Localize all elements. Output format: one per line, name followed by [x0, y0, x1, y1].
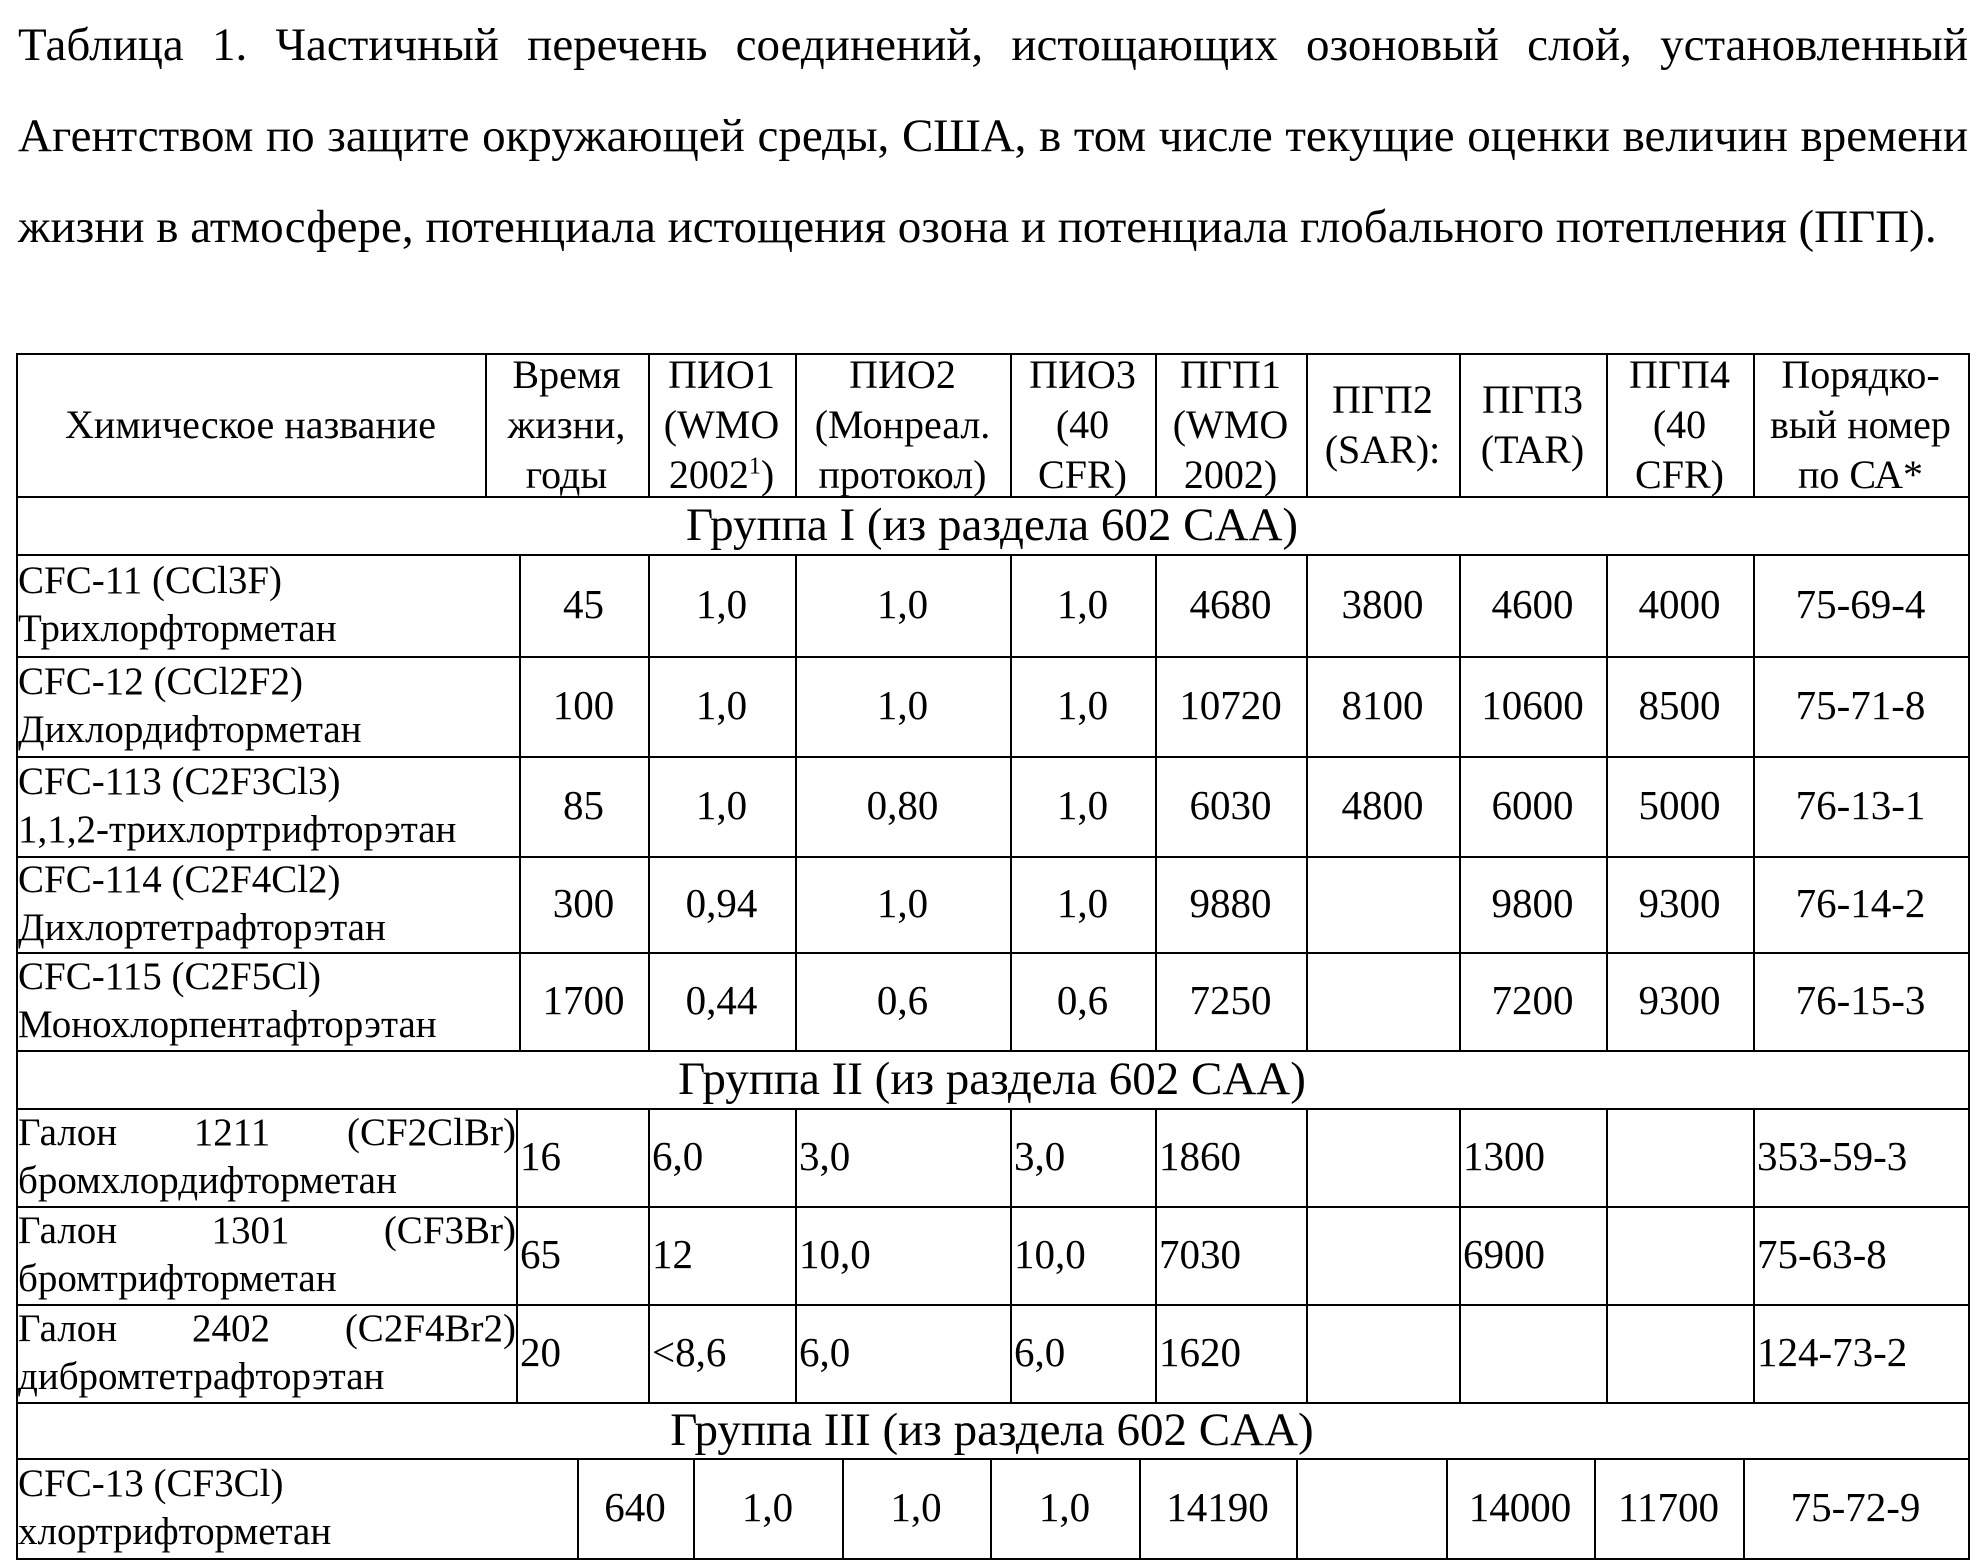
header-line: CFR) [1629, 450, 1730, 497]
header-gwp3 [1459, 353, 1606, 496]
group-heading: Группа II (из раздела 602 CAA) [16, 1050, 1968, 1108]
cell-cas: 75-69-4 [1753, 554, 1968, 656]
table-rule [1968, 952, 1970, 1050]
compound-systematic-name: Трихлорфторметан [18, 605, 519, 653]
header-line: ПГП2 [1325, 375, 1441, 425]
cell-gwp4: 5000 [1606, 756, 1753, 856]
cell-gwp2 [1306, 952, 1459, 1050]
cell-gwp4: 4000 [1606, 554, 1753, 656]
header-line: (WMO [1173, 400, 1289, 450]
header-name [16, 353, 485, 496]
header-gwp2 [1306, 353, 1459, 496]
cell-gwp4 [1606, 1206, 1753, 1304]
compound-formula-part: CFC-12 (CCl2F2) [18, 660, 303, 703]
header-line: Время [508, 353, 626, 400]
cell-cas: 353-59-3 [1753, 1108, 1968, 1206]
compound-systematic-name: 1,1,2-трихлортрифторэтан [18, 806, 519, 854]
header-odp3-text [1029, 353, 1136, 496]
header-line: (TAR) [1481, 425, 1584, 475]
compound-formula [18, 758, 519, 806]
header-cas [1753, 353, 1968, 496]
cell-lifetime: 1700 [519, 952, 648, 1050]
cell-odp2: 1,0 [795, 856, 1010, 952]
cell-odp1: 1,0 [648, 554, 795, 656]
cell-gwp1: 7030 [1155, 1206, 1306, 1304]
header-line: ПИО3 [1029, 353, 1136, 400]
cell-gwp1: 14190 [1139, 1458, 1296, 1558]
cell-cas: 76-15-3 [1753, 952, 1968, 1050]
compound-formula-part: 2402 [192, 1305, 270, 1353]
table-rule [1968, 554, 1970, 656]
cell-gwp2 [1296, 1458, 1446, 1558]
cell-odp2: 6,0 [795, 1304, 1010, 1402]
cell-lifetime: 20 [516, 1304, 648, 1402]
cell-gwp3: 6000 [1459, 756, 1606, 856]
compound-systematic-name: Монохлорпентафторэтан [18, 1001, 519, 1049]
compound-formula [18, 1109, 516, 1157]
table-caption: Таблица 1. Частичный перечень соединений, истощающих озоновый слой, установленный Агентством по защите окружающей среды, США, в том числе текущие оценки величин времени жизни в атмосфере, потенциала истощения озона и потенциала глобального потепления (ПГП). [18, 0, 1968, 273]
compound-name [16, 1206, 516, 1304]
cell-lifetime: 65 [516, 1206, 648, 1304]
compound-name [16, 856, 519, 952]
compound-formula [18, 1460, 577, 1508]
compound-name [16, 656, 519, 756]
compound-formula [18, 856, 519, 904]
compound-systematic-name: хлортрифторметан [18, 1508, 577, 1556]
cell-gwp1: 1860 [1155, 1108, 1306, 1206]
cell-gwp2 [1306, 1108, 1459, 1206]
header-lifetime-text [508, 353, 626, 496]
header-cas-text [1770, 353, 1951, 496]
cell-gwp2 [1306, 1304, 1459, 1402]
header-line: (Монреал. [815, 400, 991, 450]
compound-name [16, 1304, 516, 1402]
cell-odp3: 10,0 [1010, 1206, 1155, 1304]
cell-odp3: 1,0 [990, 1458, 1139, 1558]
table-rule [1968, 656, 1970, 756]
cell-gwp4 [1606, 1108, 1753, 1206]
header-odp3 [1010, 353, 1155, 496]
cell-gwp2: 3800 [1306, 554, 1459, 656]
cell-gwp3: 10600 [1459, 656, 1606, 756]
compound-formula-part: 1301 [211, 1207, 289, 1255]
compound-formula-part: CFC-11 (CCl3F) [18, 559, 282, 602]
cell-gwp1: 10720 [1155, 656, 1306, 756]
cell-gwp3: 14000 [1446, 1458, 1594, 1558]
cell-gwp3: 6900 [1459, 1206, 1606, 1304]
cell-gwp2 [1306, 1206, 1459, 1304]
cell-odp3: 3,0 [1010, 1108, 1155, 1206]
cell-gwp1: 6030 [1155, 756, 1306, 856]
compound-formula-part: (CF3Br) [384, 1207, 516, 1255]
cell-cas: 75-71-8 [1753, 656, 1968, 756]
compound-formula-part: (CF2ClBr) [347, 1109, 516, 1157]
footnote-marker: 1 [749, 453, 761, 479]
compound-formula-part: Галон [18, 1109, 117, 1157]
header-line: протокол) [815, 450, 991, 497]
cell-gwp1: 9880 [1155, 856, 1306, 952]
header-line: 2002) [1173, 450, 1289, 497]
compound-formula [18, 557, 519, 605]
compound-formula-part: CFC-13 (CF3Cl) [18, 1462, 283, 1505]
compound-formula [18, 658, 519, 706]
cell-cas: 124-73-2 [1753, 1304, 1968, 1402]
table-rule [1968, 353, 1970, 496]
cell-odp2: 1,0 [842, 1458, 990, 1558]
cell-lifetime: 300 [519, 856, 648, 952]
header-gwp4-text [1629, 353, 1730, 496]
table-rule [1968, 856, 1970, 952]
cell-odp1: <8,6 [648, 1304, 795, 1402]
compound-systematic-name: Дихлордифторметан [18, 706, 519, 754]
header-line: ПГП3 [1481, 375, 1584, 425]
compound-name [16, 756, 519, 856]
header-line: (SAR): [1325, 425, 1441, 475]
compound-formula-part: 1211 [194, 1109, 271, 1157]
header-line: ПИО1 [664, 353, 780, 400]
header-line: CFR) [1029, 450, 1136, 497]
compound-formula [18, 1305, 516, 1353]
header-odp1 [648, 353, 795, 496]
table-rule [1968, 1206, 1970, 1304]
table-rule [1968, 1050, 1970, 1108]
cell-odp2: 1,0 [795, 554, 1010, 656]
header-line: по СА* [1770, 450, 1951, 497]
cell-cas: 75-72-9 [1743, 1458, 1968, 1558]
cell-odp1: 12 [648, 1206, 795, 1304]
cell-gwp4: 9300 [1606, 952, 1753, 1050]
cell-lifetime: 16 [516, 1108, 648, 1206]
table-rule [1968, 1304, 1970, 1402]
header-line: жизни, [508, 400, 626, 450]
cell-odp1: 1,0 [648, 656, 795, 756]
header-odp2 [795, 353, 1010, 496]
header-line: Порядко- [1770, 353, 1951, 400]
header-line: (WMO [664, 400, 780, 450]
group-heading: Группа III (из раздела 602 CAA) [16, 1402, 1968, 1458]
cell-odp1: 1,0 [648, 756, 795, 856]
cell-gwp4: 11700 [1594, 1458, 1743, 1558]
compound-formula-part: CFC-115 (C2F5Cl) [18, 955, 321, 998]
cell-gwp1: 4680 [1155, 554, 1306, 656]
compound-formula-part: Галон [18, 1305, 117, 1353]
header-gwp4 [1606, 353, 1753, 496]
cell-gwp1: 7250 [1155, 952, 1306, 1050]
compound-name [16, 1108, 516, 1206]
header-line: ПГП1 [1173, 353, 1289, 400]
compound-systematic-name: Дихлортетрафторэтан [18, 904, 519, 952]
compound-formula-part: (C2F4Br2) [345, 1305, 516, 1353]
compound-formula-part: CFC-114 (C2F4Cl2) [18, 858, 341, 901]
compound-formula-part: Галон [18, 1207, 117, 1255]
cell-odp3: 1,0 [1010, 656, 1155, 756]
compound-formula [18, 1207, 516, 1255]
table-rule [16, 1558, 1970, 1560]
cell-odp2: 10,0 [795, 1206, 1010, 1304]
header-line: годы [508, 450, 626, 497]
cell-lifetime: 85 [519, 756, 648, 856]
table-rule [1968, 1458, 1970, 1558]
cell-gwp2 [1306, 856, 1459, 952]
compound-systematic-name: дибромтетрафторэтан [18, 1353, 516, 1401]
compound-formula [18, 953, 519, 1001]
header-line: ПГП4 [1629, 353, 1730, 400]
cell-odp2: 1,0 [795, 656, 1010, 756]
cell-odp3: 1,0 [1010, 756, 1155, 856]
cell-gwp3: 4600 [1459, 554, 1606, 656]
cell-cas: 75-63-8 [1753, 1206, 1968, 1304]
cell-odp1: 0,94 [648, 856, 795, 952]
cell-cas: 76-14-2 [1753, 856, 1968, 952]
header-line: (40 [1629, 400, 1730, 450]
cell-odp3: 0,6 [1010, 952, 1155, 1050]
header-gwp1 [1155, 353, 1306, 496]
cell-odp1: 0,44 [648, 952, 795, 1050]
compound-name [16, 1458, 577, 1558]
cell-lifetime: 45 [519, 554, 648, 656]
compound-systematic-name: бромхлордифторметан [18, 1157, 516, 1205]
header-odp1-text [664, 353, 780, 496]
cell-cas: 76-13-1 [1753, 756, 1968, 856]
cell-gwp2: 8100 [1306, 656, 1459, 756]
header-gwp1-text [1173, 353, 1289, 496]
cell-odp2: 0,80 [795, 756, 1010, 856]
cell-lifetime: 100 [519, 656, 648, 756]
cell-gwp3 [1459, 1304, 1606, 1402]
cell-gwp3: 7200 [1459, 952, 1606, 1050]
cell-gwp2: 4800 [1306, 756, 1459, 856]
cell-gwp3: 1300 [1459, 1108, 1606, 1206]
header-name-text: Химическое название [65, 400, 436, 450]
cell-odp1: 6,0 [648, 1108, 795, 1206]
compound-name [16, 554, 519, 656]
table-rule [1968, 1402, 1970, 1458]
cell-odp2: 3,0 [795, 1108, 1010, 1206]
cell-odp1: 1,0 [693, 1458, 842, 1558]
table-rule [1968, 496, 1970, 554]
cell-odp2: 0,6 [795, 952, 1010, 1050]
cell-gwp4 [1606, 1304, 1753, 1402]
compound-name [16, 952, 519, 1050]
cell-odp3: 1,0 [1010, 554, 1155, 656]
cell-gwp3: 9800 [1459, 856, 1606, 952]
cell-odp3: 1,0 [1010, 856, 1155, 952]
table-rule [1968, 1108, 1970, 1206]
group-heading: Группа I (из раздела 602 CAA) [16, 496, 1968, 554]
header-line: ПИО2 [815, 353, 991, 400]
header-line: (40 [1029, 400, 1136, 450]
header-gwp2-text [1325, 375, 1441, 475]
compound-systematic-name: бромтрифторметан [18, 1255, 516, 1303]
header-lifetime [485, 353, 648, 496]
cell-gwp4: 8500 [1606, 656, 1753, 756]
cell-gwp4: 9300 [1606, 856, 1753, 952]
cell-lifetime: 640 [577, 1458, 693, 1558]
header-odp2-text [815, 353, 991, 496]
header-line: вый номер [1770, 400, 1951, 450]
cell-gwp1: 1620 [1155, 1304, 1306, 1402]
header-line: 20021) [664, 450, 780, 497]
header-gwp3-text [1481, 375, 1584, 475]
compound-formula-part: CFC-113 (C2F3Cl3) [18, 760, 341, 803]
cell-odp3: 6,0 [1010, 1304, 1155, 1402]
table-rule [1968, 756, 1970, 856]
